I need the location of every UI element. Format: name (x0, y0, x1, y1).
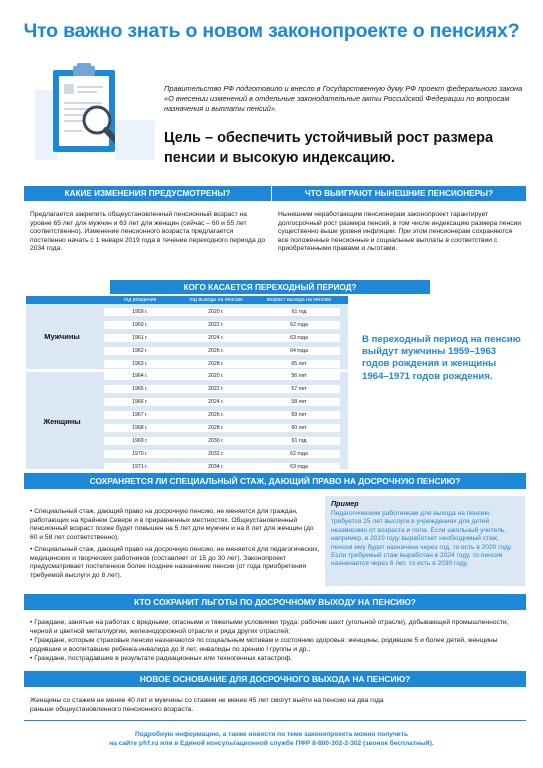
transition-table (26, 296, 348, 469)
cell-retire-year: 2032 г. (208, 451, 224, 457)
changes-text: Предлагается закрепить общеустановленный пенсионный возраст на уровне 65 лет для мужчин и 63 лет для женщин (сейчас – 60 и 55 лет соответственно). Изменение пенсионного возраста предлагается постепенно начать с 1 января 2019 года в течение переходного периода до 2034 года. (30, 211, 266, 253)
cell-birth-year: 1969 г. (132, 438, 148, 444)
cell-retire-year: 2020 г. (208, 373, 224, 379)
table-row (104, 437, 340, 445)
benefits-heading: КТО СОХРАНИТ ЛЬГОТЫ ПО ДОСРОЧНОМУ ВЫХОДУ НА ПЕНСИЮ? (24, 594, 526, 610)
cell-birth-year: 1959 г. (132, 309, 148, 315)
cell-retire-year: 2024 г. (208, 335, 224, 341)
col-retire-age: возраст выхода на пенсию (266, 297, 332, 303)
col-retire-year: год выхода на пенсию (189, 297, 243, 303)
goal-text: Цель – обеспечить устойчивый рост размера пенсии и высокую индексацию. (164, 130, 494, 166)
cell-retire-year: 2024 г. (208, 399, 224, 405)
men-label: Мужчины (44, 332, 80, 341)
cell-retire-age: 56 лет (291, 373, 307, 379)
cell-birth-year: 1963 г. (132, 361, 148, 367)
cell-birth-year: 1966 г. (132, 399, 148, 405)
cell-retire-year: 2028 г. (208, 361, 224, 367)
cell-retire-age: 63 года (290, 464, 308, 470)
table-row (104, 347, 340, 355)
cell-retire-age: 64 года (290, 348, 308, 354)
cell-retire-age: 58 лет (291, 399, 307, 405)
transition-heading: КОГО КАСАЕТСЯ ПЕРЕХОДНЫЙ ПЕРИОД? (110, 280, 430, 294)
cell-retire-age: 62 года (290, 322, 308, 328)
cell-retire-age: 61 год (291, 309, 307, 315)
cell-retire-year: 2030 г. (208, 438, 224, 444)
cell-retire-year: 2026 г. (208, 348, 224, 354)
cell-birth-year: 1964 г. (132, 373, 148, 379)
table-header (26, 296, 348, 304)
cell-retire-year: 2026 г. (208, 412, 224, 418)
benefits-text-1: • Граждане, занятые на работах с вредными, опасными и тяжелыми условиями труда: рабочие шахт (угольной отрасли), добывающей промышленности, черной и цветной металлургии, железнодорожной отрасли и ряда других отраслей; (30, 619, 509, 635)
table-row (104, 360, 340, 368)
footer-info (0, 730, 543, 749)
cell-birth-year: 1967 г. (132, 412, 148, 418)
special-text-1: • Специальный стаж, дающий право на досрочную пенсию, не меняется для граждан, работающих на Крайнем Севере и в приравненных местностях. Общеустановленный пенсионный возраст позже будет повышен на 5 лет для мужчин и на 8 лет для женщин (до 60 и 58 лет соответственно). (30, 508, 314, 541)
cell-retire-year: 2022 г. (208, 386, 224, 392)
page-title: Что важно знать о новом законопроекте о пенсиях? (23, 20, 520, 42)
example-box (325, 496, 525, 586)
intro-text: Правительство РФ подготовило и внесло в Государственную думу РФ проект федерального закона «О внесении изменений в отдельные законодательные акты Российской Федерации по вопросам назначения и выплаты пенсий». (164, 84, 523, 114)
cell-retire-age: 59 лет (291, 412, 307, 418)
cell-birth-year: 1960 г. (132, 322, 148, 328)
cell-retire-year: 2022 г. (208, 322, 224, 328)
cell-retire-age: 57 лет (291, 386, 307, 392)
cell-retire-age: 62 года (290, 451, 308, 457)
table-row (104, 424, 340, 432)
cell-retire-year: 2028 г. (208, 425, 224, 431)
transition-note: В переходный период на пенсию выйдут мужчины 1959–1963 годов рождения и женщины 1964–1971 годов рождения. (362, 334, 521, 382)
table-row (104, 398, 340, 406)
cell-birth-year: 1962 г. (132, 348, 148, 354)
cell-retire-age: 65 лет (291, 361, 307, 367)
footer-line-2: на сайте pfrf.ru или в Единой консультационной службе ПФР 8-800-302-2-302 (звонок бесплатный). (109, 740, 434, 748)
new-basis-text: Женщины со стажем не менее 40 лет и мужчины со стажем не менее 45 лет смогут выйти на пенсию на два года раньше общеустановленного пенсионного возраста. (30, 697, 384, 713)
women-label: Женщины (43, 417, 81, 426)
cell-birth-year: 1968 г. (132, 425, 148, 431)
example-heading: Пример (331, 499, 359, 508)
cell-retire-year: 2034 г. (208, 464, 224, 470)
changes-heading: КАКИЕ ИЗМЕНЕНИЯ ПРЕДУСМОТРЕНЫ? (24, 186, 271, 201)
footer-divider (24, 720, 526, 721)
cell-retire-age: 60 лет (291, 425, 307, 431)
special-heading: СОХРАНЯЕТСЯ ЛИ СПЕЦИАЛЬНЫЙ СТАЖ, ДАЮЩИЙ ПРАВО НА ДОСРОЧНУЮ ПЕНСИЮ? (24, 473, 526, 489)
cell-retire-age: 63 года (290, 335, 308, 341)
table-row (104, 334, 340, 342)
cell-birth-year: 1961 г. (132, 335, 148, 341)
cell-birth-year: 1971 г. (132, 464, 148, 470)
current-pensioners-text: Нынешним неработающим пенсионерам законопроект гарантирует долгосрочный рост размера пенсий, в том числе индексацию размера пенсии существенно выше уровня инфляции. При этом пенсионерам сохраняются все положенные пенсионные и социальные выплаты в соответствии с приобретенными правами и льготами. (278, 211, 521, 253)
new-basis-heading: НОВОЕ ОСНОВАНИЕ ДЛЯ ДОСРОЧНОГО ВЫХОДА НА ПЕНСИЮ? (24, 671, 526, 687)
table-row (104, 450, 340, 458)
table-row (104, 411, 340, 419)
table-row (104, 321, 340, 329)
table-row (104, 463, 340, 471)
footer-line-1: Подробную информацию, а также новости по теме законопроекта можно получить (134, 731, 409, 738)
table-row (104, 385, 340, 393)
cell-birth-year: 1970 г. (132, 451, 148, 457)
benefits-text-3: • Граждане, пострадавшие в результате радиационных или техногенных катастроф. (30, 655, 293, 662)
cell-birth-year: 1965 г. (132, 386, 148, 392)
col-birth-year: год рождения (123, 297, 157, 303)
special-text-2: • Специальный стаж, дающий право на досрочную пенсию, не меняется для педагогических, медицинских и творческих работников (составляет от 15 до 30 лет). Законопроект предусматривает постепенное более позднее назначение пенсии (от года приобретения требуемой выслуги до 8 лет). (30, 546, 320, 579)
current-pensioners-heading: ЧТО ВЫИГРАЮТ НЫНЕШНИЕ ПЕНСИОНЕРЫ? (272, 186, 526, 201)
cell-retire-year: 2020 г. (208, 309, 224, 315)
table-row (104, 308, 340, 316)
example-text: Педагогическим работникам для выхода на пенсию требуется 25 лет выслуги в учреждениях для детей независимо от возраста и пола. Если школьный учитель, например, в 2019 году выработает необходимый стаж, пенсия ему будет назначена через год, то есть в 2020 году. Если требуемый стаж выработан в 2024 году, то пенсия назначается через 6 лет, то есть в 2030 году. (331, 510, 513, 568)
benefits-text-2: • Граждане, которым страховые пенсии назначаются по социальным мотивам и состоянию здоровья: женщины, родившие 5 и более детей, женщины родившие и воспитавшие ребенка-инвалида до 8 лет, инвалиды по зрению I группы и др.; (30, 637, 498, 653)
cell-retire-age: 61 год (291, 438, 307, 444)
clipboard-magnifier-icon (35, 60, 155, 160)
table-row (104, 372, 340, 380)
